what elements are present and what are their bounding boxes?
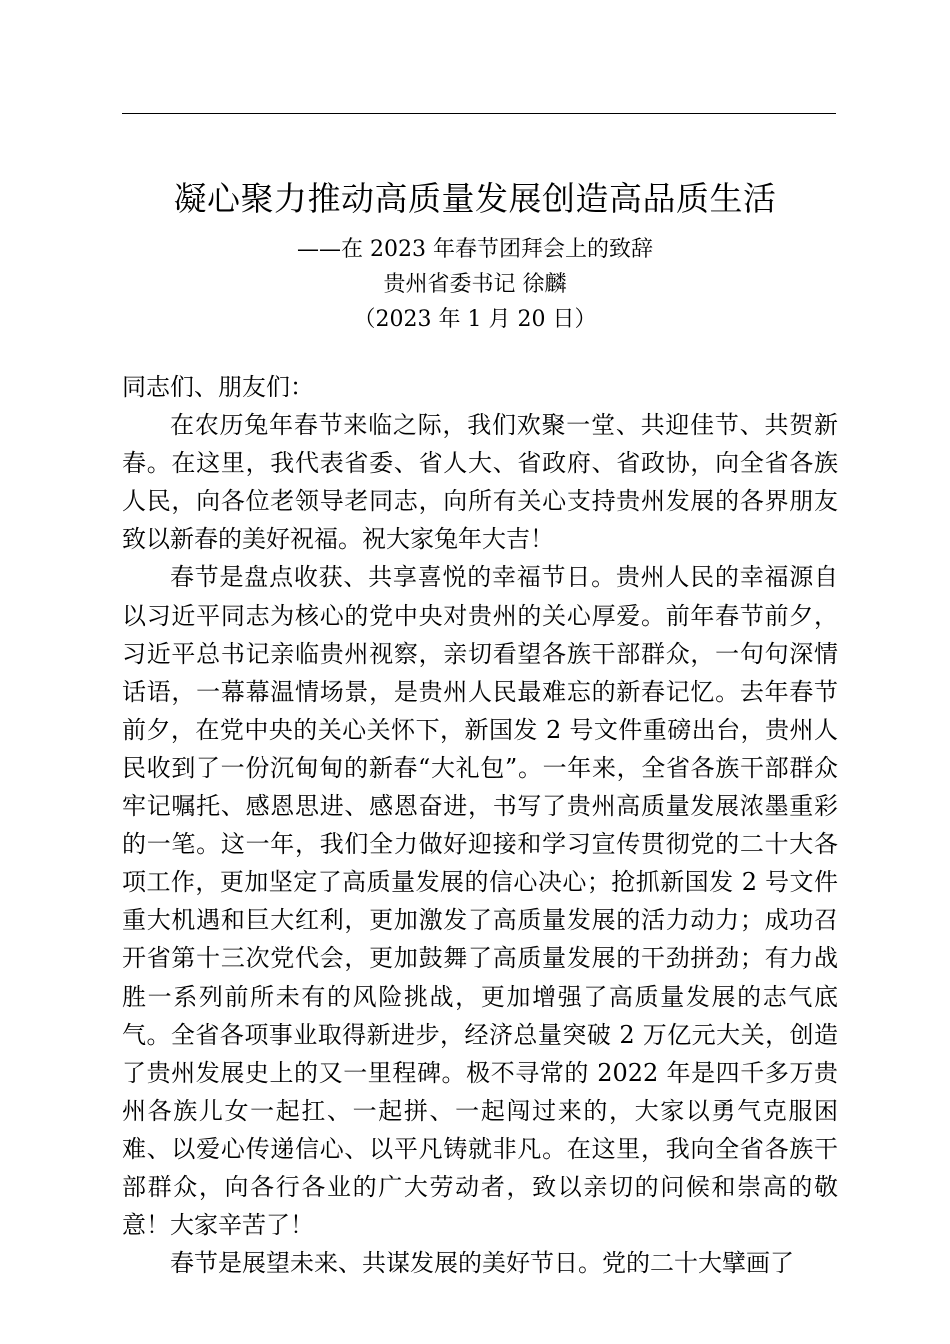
- salutation: 同志们、朋友们：: [122, 373, 314, 401]
- paragraph: 春节是盘点收获、共享喜悦的幸福节日。贵州人民的幸福源自以习近平同志为核心的党中央对贵州的关心厚爱。前年春节前夕，习近平总书记亲临贵州视察，亲切看望各族干部群众，一句句深情话语，一幕幕温情场景，是贵州人民最难忘的新春记忆。去年春节前夕，在党中央的关心关怀下，新国发 2 号文件重磅出台，贵州人民收到了一份沉甸甸的新春“大礼包”。一年来，全省各族干部群众牢记嘱托、感恩思进、感恩奋进，书写了贵州高质量发展浓墨重彩的一笔。这一年，我们全力做好迎接和学习宣传贯彻党的二十大各项工作，更加坚定了高质量发展的信心决心；抢抓新国发 2 号文件重大机遇和巨大红利，更加激发了高质量发展的活力动力；成功召开省第十三次党代会，更加鼓舞了高质量发展的干劲拼劲；有力战胜一系列前所未有的风险挑战，更加增强了高质量发展的志气底气。全省各项事业取得新进步，经济总量突破 2 万亿元大关，创造了贵州发展史上的又一里程碑。极不寻常的 2022 年是四千多万贵州各族儿女一起扛、一起拼、一起闯过来的，大家以勇气克服困难、以爱心传递信心、以平凡铸就非凡。在这里，我向全省各族干部群众，向各行各业的广大劳动者，致以亲切的问候和崇高的敬意！大家辛苦了！: [122, 563, 838, 1240]
- subtitle-block: [0, 232, 950, 337]
- paragraph: 春节是展望未来、共谋发展的美好节日。党的二十大擘画了: [170, 1249, 794, 1278]
- document-author: 贵州省委书记 徐麟: [383, 272, 567, 297]
- paragraph: 在农历兔年春节来临之际，我们欢聚一堂、共迎佳节、共贺新春。在这里，我代表省委、省人大、省政府、省政协，向全省各族人民，向各位老领导老同志，向所有关心支持贵州发展的各界朋友致以新春的美好祝福。祝大家兔年大吉！: [122, 411, 838, 554]
- header-rule: [122, 113, 836, 114]
- document-subtitle: ——在 2023 年春节团拜会上的致辞: [297, 237, 653, 262]
- document-body: [122, 368, 838, 1282]
- document-date: （2023 年 1 月 20 日）: [353, 307, 597, 332]
- document-title: 凝心聚力推动高质量发展创造高品质生活: [173, 179, 777, 218]
